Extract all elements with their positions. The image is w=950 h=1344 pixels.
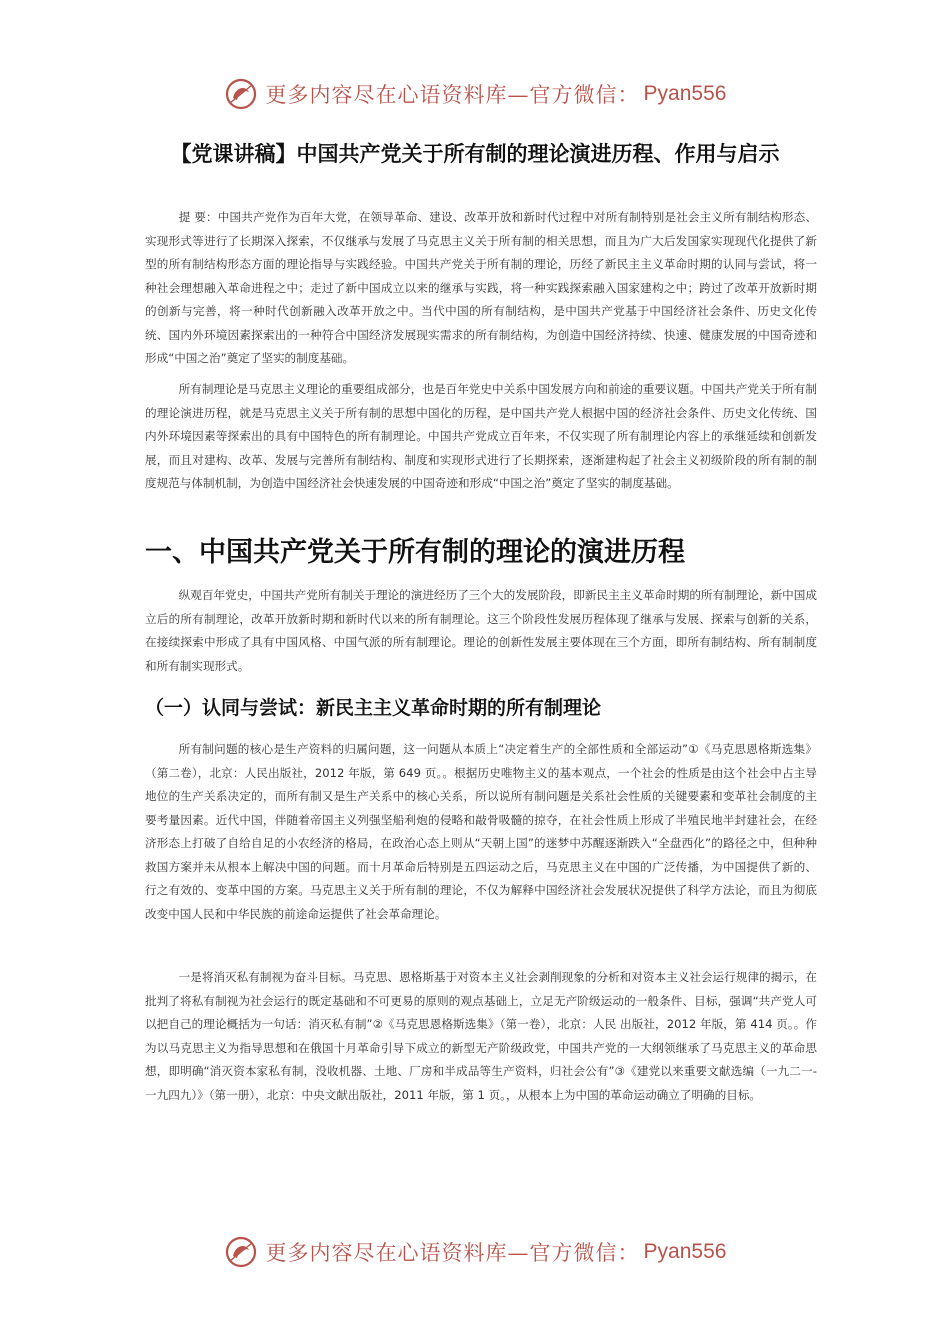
watermark-footer — [0, 1230, 950, 1274]
subsection-paragraph-1: 所有制问题的核心是生产资料的归属问题，这一问题从本质上“决定着生产的全部性质和全部运动”①《马克思恩格斯选集》（第二卷），北京：人民出版社，2012 年版，第 649 页。。根据历史唯物主义的基本观点，一个社会的性质是由这个社会中占主导地位的生产关系决定的，而所有制又是生产关系中的核心关系，所以说所有制问题是关系社会性质的关键要素和变革社会制度的主要考量因素。近代中国，伴随着帝国主义列强坚船利炮的侵略和敲骨吸髓的掠夺，在社会性质上形成了半殖民地半封建社会，在经济形态上打破了自给自足的小农经济的格局，在政治心态上则从“天朝上国”的迷梦中苏醒逐渐跌入“全盘西化”的路径之中，但种种救国方案并未从根本上解决中国的问题。而十月革命后特别是五四运动之后，马克思主义在中国的广泛传播，为中国提供了新的、行之有效的、变革中国的方案。马克思主义关于所有制的理论，不仅为解释中国经济社会发展状况提供了科学方法论，而且为彻底改变中国人民和中华民族的前途命运提供了社会革命理论。 — [145, 742, 817, 921]
intro-paragraph: 所有制理论是马克思主义理论的重要组成部分，也是百年党史中关系中国发展方向和前途的重要议题。中国共产党关于所有制的理论演进历程，就是马克思主义关于所有制的思想中国化的历程，是中国共产党人根据中国的经济社会条件、历史文化传统、国内外环境因素等探索出的具有中国特色的所有制理论。中国共产党成立百年来，不仅实现了所有制理论内容上的承继延续和创新发展，而且对建构、改革、发展与完善所有制结构、制度和实现形式进行了长期探索，逐渐建构起了社会主义初级阶段的所有制的制度规范与体制机制，为创造中国经济社会快速发展的中国奇迹和形成“中国之治”奠定了坚实的制度基础。 — [145, 382, 817, 490]
document-title: 【党课讲稿】中国共产党关于所有制的理论演进历程、作用与启示 — [170, 142, 780, 166]
brand-logo-icon — [224, 1235, 258, 1269]
watermark-wechat-id: Pyan556 — [643, 82, 727, 105]
subsection-heading: （一）认同与尝试：新民主主义革命时期的所有制理论 — [145, 697, 602, 719]
brand-logo-icon — [224, 77, 258, 111]
subsection-paragraph-2: 一是将消灭私有制视为奋斗目标。马克思、恩格斯基于对资本主义社会剥削现象的分析和对资本主义社会运行规律的揭示，在批判了将私有制视为社会运行的既定基础和不可更易的原则的观点基础上，立足无产阶级运动的一般条件、目标，强调“共产党人可以把自己的理论概括为一句话：消灭私有制”②《马克思恩格斯选集》（第一卷），北京：人民 出版社，2012 年版，第 414 页。。作为以马克思主义为指导思想和在俄国十月革命引导下成立的新型无产阶级政党，中国共产党的一大纲领继承了马克思主义的革命思想，即明确“消灭资本家私有制，没收机器、土地、厂房和半成品等生产资料，归社会公有”③《建党以来重要文献选编（一九二一-一九四九）》（第一册），北京：中央文献出版社，2011 年版，第 1 页。，从根本上为中国的革命运动确立了明确的目标。 — [145, 970, 817, 1102]
section-heading: 一、中国共产党关于所有制的理论的演进历程 — [145, 537, 685, 568]
watermark-wechat-id: Pyan556 — [643, 1240, 727, 1263]
watermark-text: 更多内容尽在心语资料库—官方微信： — [265, 83, 640, 107]
section-body-paragraph: 纵观百年党史，中国共产党所有制关于理论的演进经历了三个大的发展阶段，即新民主主义革命时期的所有制理论，新中国成立后的所有制理论，改革开放新时期和新时代以来的所有制理论。这三个阶段性发展历程体现了继承与发展、探索与创新的关系，在接续探索中形成了具有中国风格、中国气派的所有制理论。理论的创新性发展主要体现在三个方面，即所有制结构、所有制制度和所有制实现形式。 — [145, 588, 817, 673]
watermark-header — [0, 72, 950, 116]
watermark-text: 更多内容尽在心语资料库—官方微信： — [265, 1241, 640, 1265]
abstract-paragraph: 提 要：中国共产党作为百年大党，在领导革命、建设、改革开放和新时代过程中对所有制特别是社会主义所有制结构形态、实现形式等进行了长期深入探索，不仅继承与发展了马克思主义关于所有制的相关思想，而且为广大后发国家实现现代化提供了新型的所有制结构形态方面的理论指导与实践经验。中国共产党关于所有制的理论，历经了新民主主义革命时期的认同与尝试，将一种社会理想融入革命进程之中；走过了新中国成立以来的继承与实践，将一种实践探索融入国家建构之中；跨过了改革开放新时期的创新与完善，将一种时代创新融入改革开放之中。当代中国的所有制结构，是中国共产党基于中国经济社会条件、历史文化传统、国内外环境因素探索出的一种符合中国经济发展现实需求的所有制结构，为创造中国经济持续、快速、健康发展的中国奇迹和形成“中国之治”奠定了坚实的制度基础。 — [145, 210, 817, 365]
